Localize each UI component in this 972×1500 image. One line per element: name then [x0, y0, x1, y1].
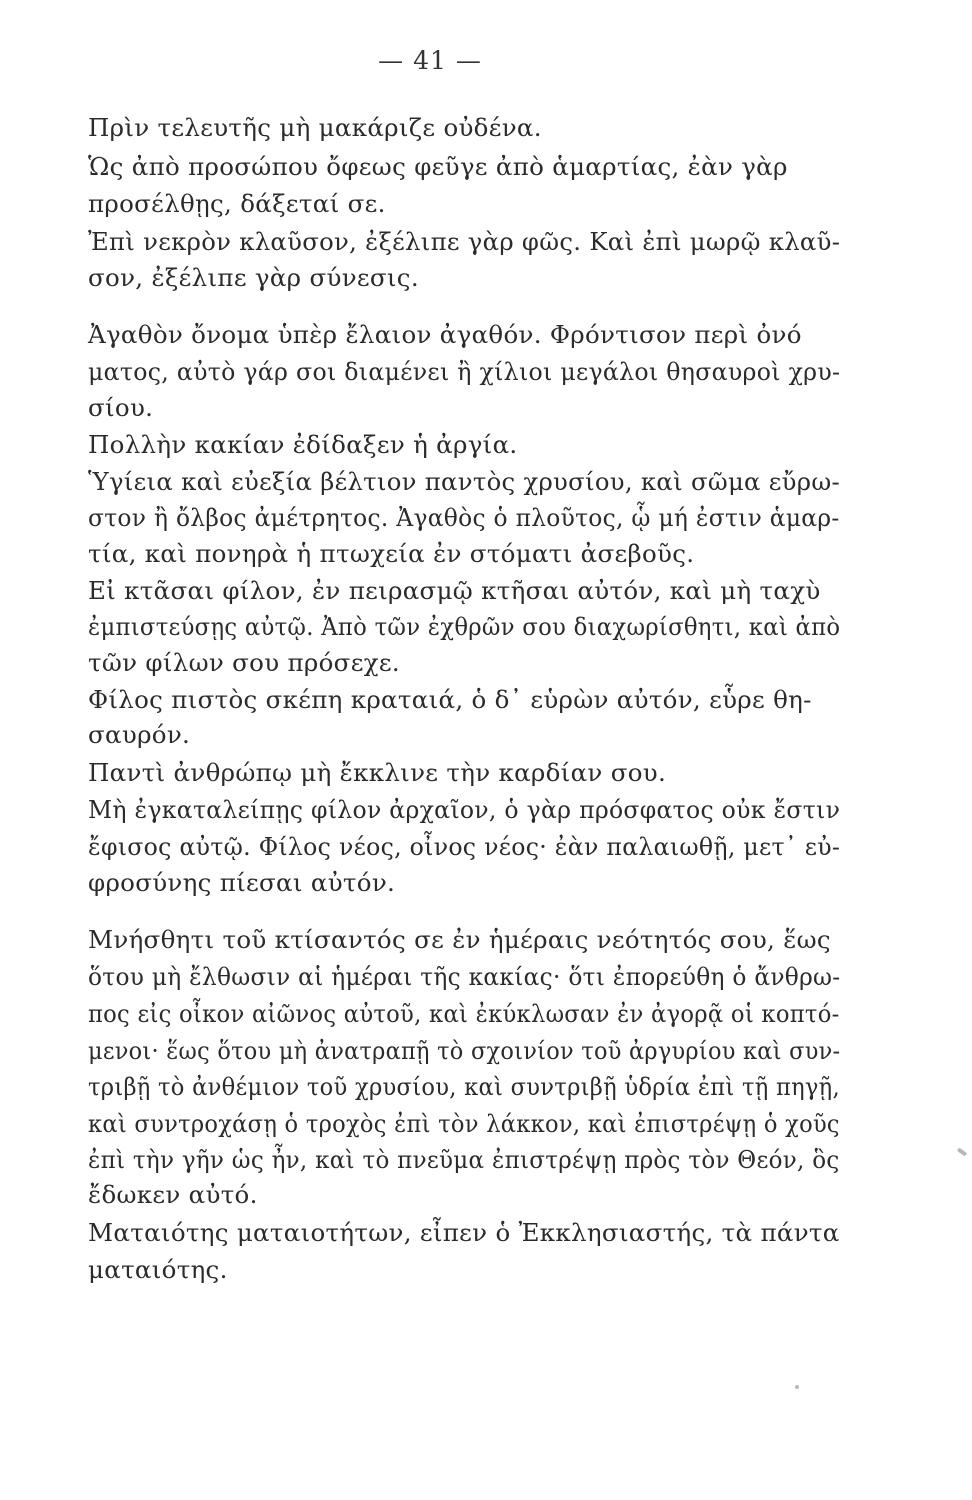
scan-speck — [795, 1385, 799, 1389]
text-line: προσέλθῃς, δάξεταί σε. — [88, 189, 386, 218]
text-line: ἔφισος αὐτῷ. Φίλος νέος, οἶνος νέος· ἐὰν παλαιωθῇ, μετ᾽ εὐ- — [88, 832, 841, 861]
text-line: καὶ συντροχάσῃ ὁ τροχὸς ἐπὶ τὸν λάκκον, καὶ ἐπιστρέψῃ ὁ χοῦς — [88, 1109, 840, 1138]
text-line: Ὑγίεια καὶ εὐεξία βέλτιον παντὸς χρυσίου, καὶ σῶμα εὔρω- — [88, 467, 840, 496]
text-line: Πολλὴν κακίαν ἐδίδαξεν ἡ ἀργία. — [88, 430, 518, 459]
text-line: Ματαιότης ματαιοτήτων, εἶπεν ὁ Ἐκκλησιαστής, τὰ πάντα — [88, 1218, 840, 1247]
text-line: ματος, αὐτὸ γάρ σοι διαμένει ἢ χίλιοι μεγάλοι θησαυροὶ χρυ- — [88, 357, 841, 386]
text-line: Μνήσθητι τοῦ κτίσαντός σε ἐν ἡμέραις νεότητός σου, ἕως — [88, 925, 831, 954]
text-line: Εἰ κτᾶσαι φίλον, ἐν πειρασμῷ κτῆσαι αὐτόν, καὶ μὴ ταχὺ — [88, 576, 821, 605]
text-line: τία, καὶ πονηρὰ ἡ πτωχεία ἐν στόματι ἀσεβοῦς. — [88, 539, 695, 568]
text-line: Παντὶ ἀνθρώπῳ μὴ ἔκκλινε τὴν καρδίαν σου. — [88, 758, 667, 787]
text-line: ὅτου μὴ ἔλθωσιν αἱ ἡμέραι τῆς κακίας· ὅτι ἐπορεύθη ὁ ἄνθρω- — [88, 962, 841, 991]
text-line: Ἐπὶ νεκρὸν κλαῦσον, ἐξέλιπε γὰρ φῶς. Καὶ ἐπὶ μωρῷ κλαῦ- — [88, 227, 841, 256]
text-line: μενοι· ἕως ὅτου μὴ ἀνατραπῇ τὸ σχοινίον τοῦ ἀργυρίου καὶ συν- — [88, 1036, 841, 1065]
text-line: ἔδωκεν αὐτό. — [88, 1180, 258, 1209]
text-line: Πρὶν τελευτῆς μὴ μακάριζε οὐδένα. — [88, 113, 542, 142]
text-line: Φίλος πιστὸς σκέπη κραταιά, ὁ δ᾽ εὑρὼν αὐτόν, εὗρε θη- — [88, 685, 812, 714]
text-line: Μὴ ἐγκαταλείπῃς φίλον ἀρχαῖον, ὁ γὰρ πρόσφατος οὐκ ἔστιν — [88, 795, 841, 824]
text-line: ἐμπιστεύσῃς αὐτῷ. Ἀπὸ τῶν ἐχθρῶν σου διαχωρίσθητι, καὶ ἀπὸ — [88, 612, 841, 641]
text-line: ἐπὶ τὴν γῆν ὡς ἦν, καὶ τὸ πνεῦμα ἐπιστρέψῃ πρὸς τὸν Θεόν, ὃς — [88, 1145, 840, 1174]
text-line: πος εἰς οἶκον αἰῶνος αὐτοῦ, καὶ ἐκύκλωσαν ἐν ἀγορᾷ οἱ κοπτό- — [88, 999, 840, 1028]
page-number: — 41 — — [378, 46, 482, 75]
text-line: ματαιότης. — [88, 1255, 228, 1284]
text-line: τριβῇ τὸ ἀνθέμιον τοῦ χρυσίου, καὶ συντριβῇ ὑδρία ἐπὶ τῇ πηγῇ, — [88, 1072, 840, 1101]
text-line: σον, ἐξέλιπε γὰρ σύνεσις. — [88, 263, 419, 292]
scan-speck — [957, 1147, 967, 1156]
text-line: σίου. — [88, 393, 154, 422]
text-line: τῶν φίλων σου πρόσεχε. — [88, 648, 400, 677]
text-line: σαυρόν. — [88, 720, 191, 749]
text-line: φροσύνης πίεσαι αὐτόν. — [88, 868, 396, 897]
text-line: Ἀγαθὸν ὄνομα ὑπὲρ ἔλαιον ἀγαθόν. Φρόντισον περὶ ὀνό — [88, 320, 802, 349]
text-line: στον ἢ ὄλβος ἀμέτρητος. Ἀγαθὸς ὁ πλοῦτος, ᾧ μή ἐστιν ἁμαρ- — [88, 503, 840, 532]
text-line: Ὡς ἀπὸ προσώπου ὄφεως φεῦγε ἀπὸ ἁμαρτίας, ἐὰν γὰρ — [88, 152, 788, 181]
